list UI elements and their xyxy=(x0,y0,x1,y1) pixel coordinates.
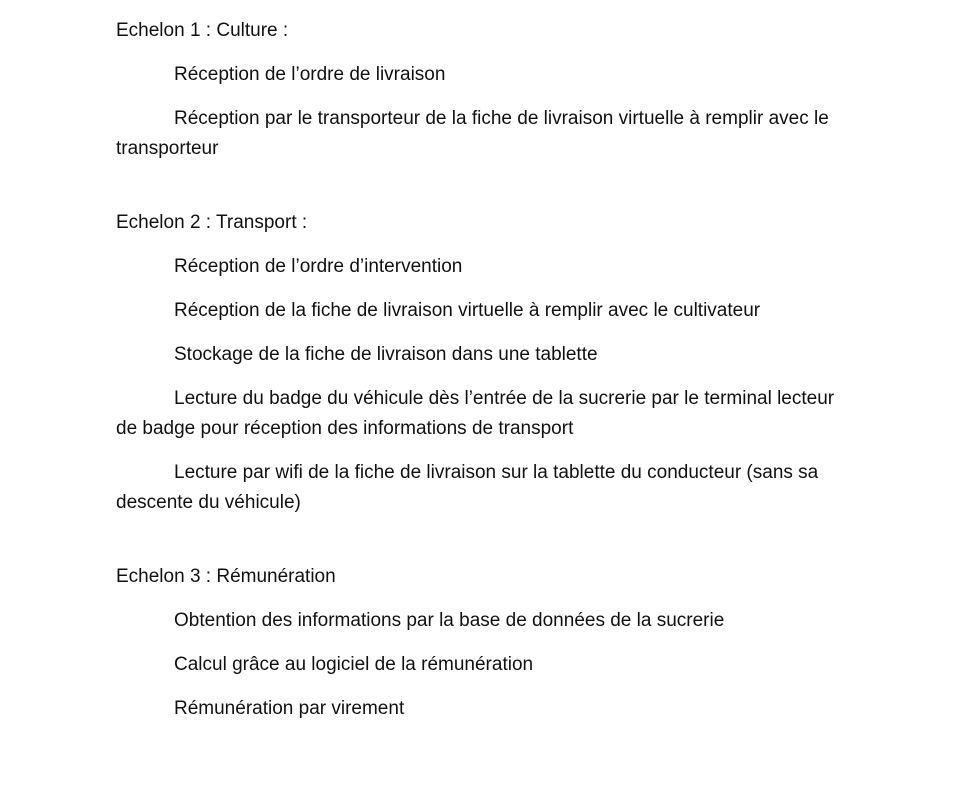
list-item: Lecture par wifi de la fiche de livraison sur la tablette du conducteur (sans sa descente du véhicule) xyxy=(116,462,819,513)
list-item: Stockage de la fiche de livraison dans une tablette xyxy=(174,344,598,365)
section-heading: Echelon 2 : Transport : xyxy=(116,212,308,233)
list-item: Réception par le transporteur de la fiche de livraison virtuelle à remplir avec le transporteur xyxy=(116,108,829,159)
list-item: Réception de l’ordre de livraison xyxy=(174,64,446,85)
document-page xyxy=(116,16,856,738)
list-item: Lecture du badge du véhicule dès l’entrée de la sucrerie par le terminal lecteur de badge pour réception des informations de transport xyxy=(116,388,835,439)
section-echelon-3 xyxy=(116,562,856,724)
list-item: Calcul grâce au logiciel de la rémunération xyxy=(174,654,534,675)
section-echelon-1 xyxy=(116,16,856,164)
list-item: Réception de la fiche de livraison virtuelle à remplir avec le cultivateur xyxy=(174,300,761,321)
section-heading: Echelon 3 : Rémunération xyxy=(116,566,336,587)
section-echelon-2 xyxy=(116,208,856,518)
list-item: Réception de l’ordre d’intervention xyxy=(174,256,463,277)
section-heading: Echelon 1 : Culture : xyxy=(116,20,289,41)
list-item: Rémunération par virement xyxy=(174,698,405,719)
list-item: Obtention des informations par la base de données de la sucrerie xyxy=(174,610,725,631)
